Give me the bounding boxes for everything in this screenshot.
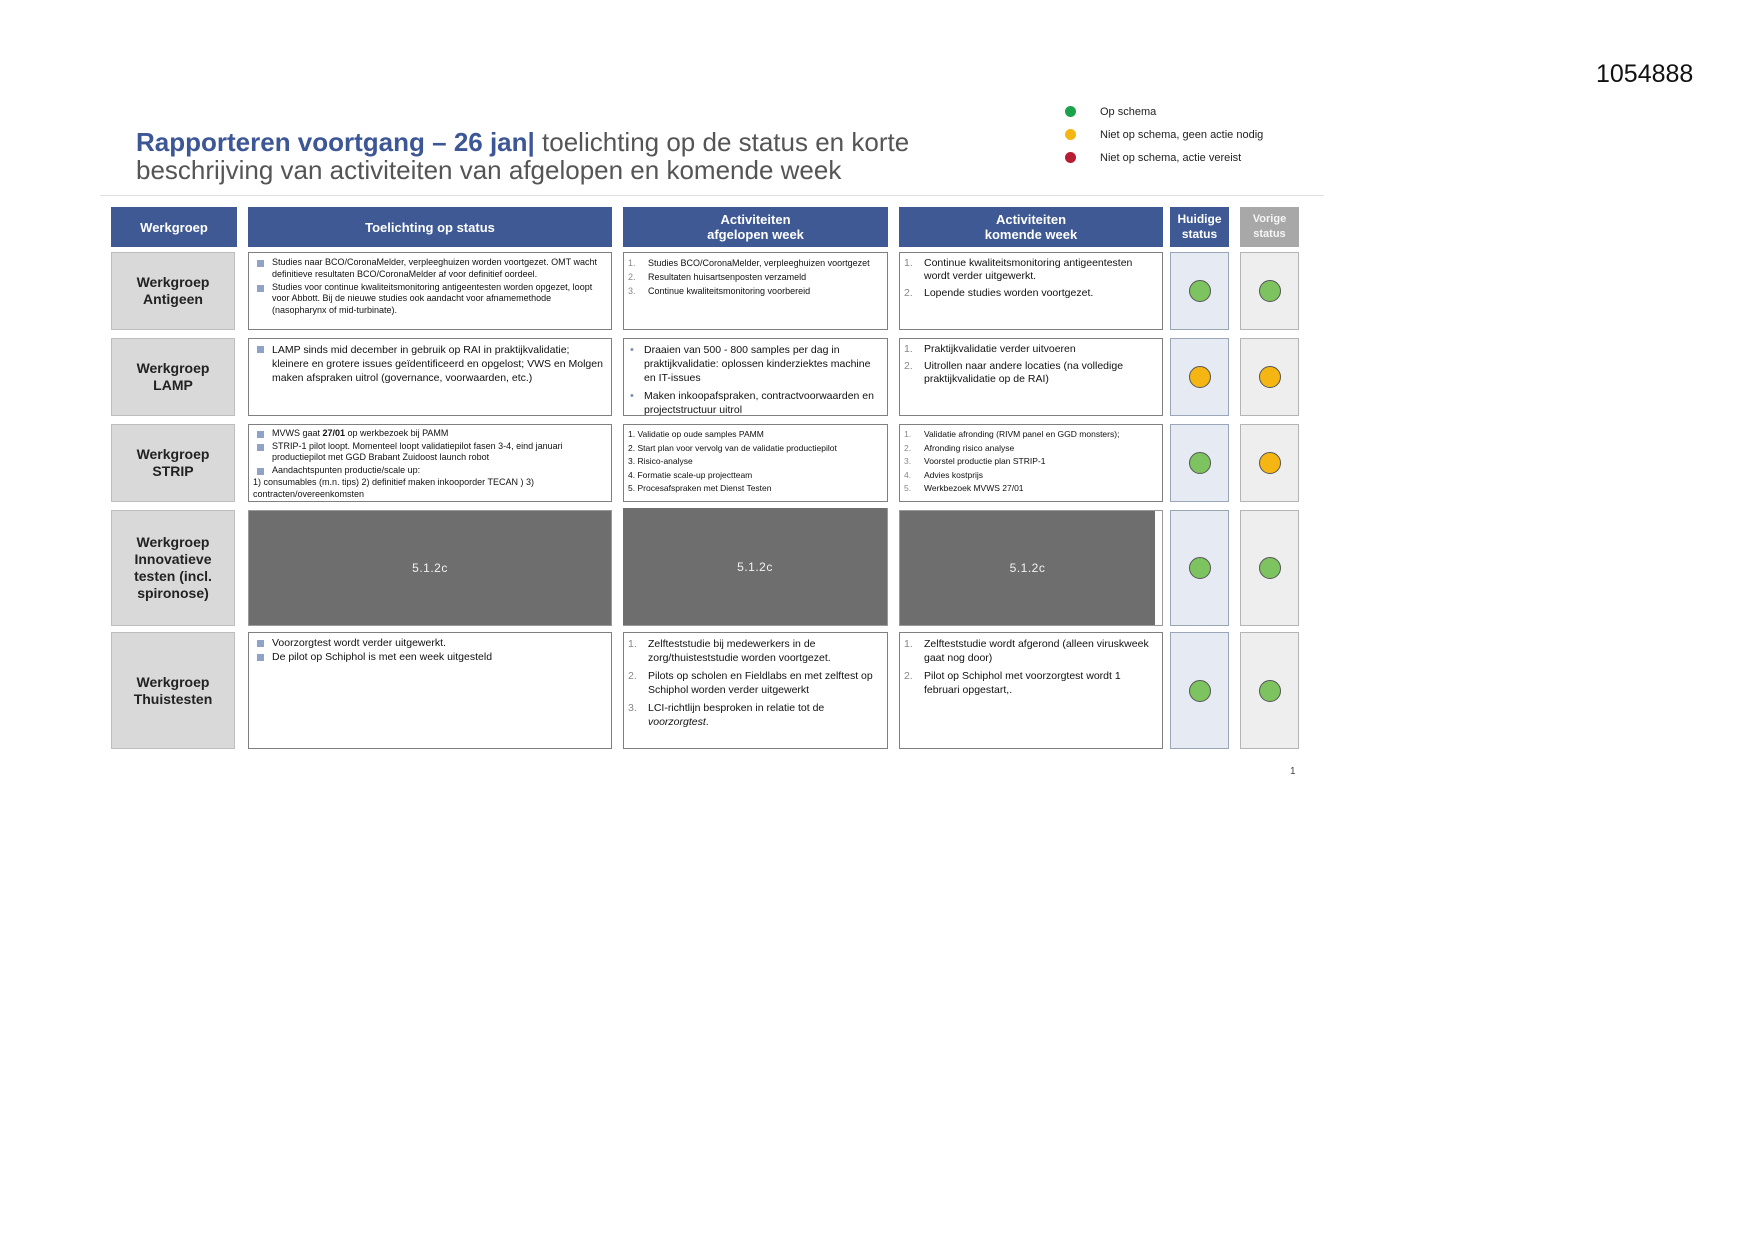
page-number: 1 (1290, 766, 1296, 777)
header-line: Vorige (1252, 213, 1287, 225)
list-item (253, 651, 608, 664)
title-bold: Rapporteren voortgang – 26 jan| (136, 127, 535, 157)
item-text-part: LCI-richtlijn besproken in relatie tot de (648, 702, 825, 714)
item-text-part: . (705, 716, 709, 728)
legend-label: Niet op schema, actie vereist (1100, 151, 1242, 164)
item-number: 2. (628, 442, 636, 453)
huidige-status-thuistesten (1170, 632, 1229, 749)
item-text: Studies voor continue kwaliteitsmonitoring antigeentesten worden opgezet, loopt voor Abbott. Bij de nieuwe studies ook aandacht voor afnamemethode (nasopharynx of mid-turbinate). (272, 281, 593, 316)
redacted-block: 5.1.2c (623, 508, 887, 625)
orange-dot-icon (1065, 129, 1076, 140)
header-activiteiten-afgelopen (623, 207, 888, 247)
legend-item-action-required (1065, 146, 1263, 169)
redacted-block: 5.1.2c (249, 511, 611, 625)
item-number: 2. (904, 442, 912, 453)
header-vorige-status (1240, 207, 1299, 247)
item-text: Voorstel productie plan STRIP-1 (924, 456, 1046, 466)
list-item (253, 637, 608, 650)
huidige-status-lamp (1170, 338, 1229, 416)
list-item (628, 469, 884, 482)
item-text: Studies naar BCO/CoronaMelder, verpleeghuizen worden voortgezet. OMT wacht definitieve resultaten BCO/CoronaMelder af voor definitief oordeel. (272, 257, 598, 279)
komende-strip (899, 424, 1163, 502)
vorige-status-thuistesten (1240, 632, 1299, 749)
komende-thuistesten (899, 632, 1163, 749)
status-dot-icon (1189, 280, 1211, 302)
header-activiteiten-komende (899, 207, 1163, 247)
toelichting-thuistesten (248, 632, 612, 749)
list-item (904, 257, 1159, 283)
werkgroep-antigeen (111, 252, 235, 330)
item-text-part: MVWS gaat (272, 428, 323, 438)
list-item (628, 701, 884, 729)
status-dot-icon (1259, 557, 1281, 579)
item-text: Start plan voor vervolg van de validatie productiepilot (637, 442, 837, 453)
afgelopen-thuistesten (623, 632, 888, 749)
item-text: STRIP-1 pilot loopt. Momenteel loopt validatiepilot fasen 3-4, eind januari productiepilot met GGD Brabant Zuidoost launch robot (272, 440, 563, 463)
redacted-block: 5.1.2c (900, 511, 1155, 625)
list-item (628, 389, 884, 416)
status-dot-icon (1189, 680, 1211, 702)
status-dot-icon (1259, 452, 1281, 474)
item-text-italic: voorzorgtest (648, 716, 706, 728)
item-number: 3. (904, 456, 912, 466)
status-dot-icon (1259, 366, 1281, 388)
item-number: 1. (904, 429, 912, 439)
werkgroep-name-line: Antigeen (143, 291, 203, 307)
list-item (628, 482, 884, 495)
item-number: 5. (628, 483, 636, 493)
header-label: Toelichting op status (365, 219, 495, 235)
list-item (904, 637, 1159, 665)
list-item (628, 455, 884, 468)
red-dot-icon (1065, 152, 1076, 163)
komende-lamp (899, 338, 1163, 416)
square-bullet-icon (257, 260, 264, 267)
item-text (272, 428, 448, 440)
header-line: status (1181, 227, 1218, 241)
item-number: 3. (628, 286, 636, 296)
afgelopen-lamp (623, 338, 888, 416)
list-item (904, 669, 1159, 697)
toelichting-strip (248, 424, 612, 502)
list-item (628, 343, 884, 385)
square-bullet-icon (257, 444, 264, 451)
toelichting-antigeen (248, 252, 612, 330)
list-item (253, 465, 608, 477)
werkgroep-name-line: Werkgroep (136, 360, 210, 376)
item-text: Praktijkvalidatie verder uitvoeren (924, 343, 1076, 355)
list-item (628, 442, 884, 455)
header-line: Activiteiten (720, 212, 791, 227)
item-text: Voorzorgtest wordt verder uitgewerkt. (272, 637, 446, 649)
item-number: 4. (904, 469, 912, 480)
item-text: Formatie scale-up projectteam (637, 469, 753, 480)
item-text: Studies BCO/CoronaMelder, verpleeghuizen voortgezet (648, 258, 870, 268)
status-legend (1065, 100, 1263, 169)
status-dot-icon (1189, 452, 1211, 474)
list-item (904, 287, 1159, 300)
square-bullet-icon (257, 431, 264, 438)
green-dot-icon (1065, 106, 1076, 117)
list-item (628, 637, 884, 665)
item-text: Validatie afronding (RIVM panel en GGD monsters); (924, 429, 1120, 439)
item-text: Advies kostprijs (924, 469, 984, 480)
header-label (1253, 212, 1286, 242)
werkgroep-name-line: testen (incl. (134, 568, 212, 584)
item-text: Afronding risico analyse (924, 442, 1015, 453)
list-item (904, 343, 1159, 356)
item-text: Maken inkoopafspraken, contractvoorwaarden en projectstructuur uitrol (644, 390, 874, 416)
square-bullet-icon (257, 346, 264, 353)
square-bullet-icon (257, 654, 264, 661)
list-item (628, 271, 884, 284)
werkgroep-name-line: Thuistesten (133, 690, 213, 707)
item-text: Pilot op Schiphol met voorzorgtest wordt 1 februari opgestart,. (924, 670, 1121, 696)
dot-bullet-icon: • (630, 390, 634, 402)
document-number: 1054888 (1596, 60, 1694, 88)
square-bullet-icon (257, 285, 264, 292)
header-werkgroep (111, 207, 237, 247)
item-text: Continue kwaliteitsmonitoring antigeentesten wordt verder uitgewerkt. (924, 257, 1133, 282)
huidige-status-antigeen (1170, 252, 1229, 330)
werkgroep-name-line: STRIP (152, 463, 194, 479)
item-number: 4. (628, 469, 636, 480)
dot-bullet-icon: • (630, 344, 634, 356)
item-text: Uitrollen naar andere locaties (na volledige praktijkvalidatie op de RAI) (924, 360, 1124, 385)
list-item (904, 469, 1159, 482)
header-label (985, 212, 1078, 242)
item-text: Zelfteststudie wordt afgerond (alleen viruskweek gaat nog door) (924, 638, 1149, 664)
status-dot-icon (1189, 557, 1211, 579)
header-label (707, 212, 804, 242)
item-number: 3. (628, 456, 636, 466)
werkgroep-name-line: spironose) (137, 585, 209, 601)
list-item (904, 428, 1159, 441)
item-text: Lopende studies worden voortgezet. (924, 287, 1094, 299)
item-text: De pilot op Schiphol is met een week uitgesteld (272, 651, 493, 663)
item-text: Continue kwaliteitsmonitoring voorbereid (648, 286, 811, 296)
toelichting-lamp (248, 338, 612, 416)
list-item (628, 257, 884, 270)
list-item (253, 343, 608, 385)
item-text: 1) consumables (m.n. tips) 2) definitief maken inkooporder TECAN ) 3) contracten/overeenkomsten (253, 477, 534, 499)
list-item (253, 282, 608, 317)
legend-label: Op schema (1100, 105, 1157, 118)
vorige-status-lamp (1240, 338, 1299, 416)
list-item (628, 428, 884, 441)
item-text: LAMP sinds mid december in gebruik op RAI in praktijkvalidatie; kleinere en grotere issues geïdentificeerd en opgelost; VWS en Molgen maken afspraken uitrol (governance, voorwaarden, etc.) (272, 344, 603, 384)
vorige-status-strip (1240, 424, 1299, 502)
afgelopen-antigeen (623, 252, 888, 330)
vorige-status-innovatief (1240, 510, 1299, 626)
item-text: Resultaten huisartsenposten verzameld (648, 272, 807, 282)
item-number: 3. (628, 702, 637, 714)
werkgroep-name-line: Werkgroep (136, 673, 210, 690)
status-dot-icon (1259, 280, 1281, 302)
square-bullet-icon (257, 468, 264, 475)
item-number: 1. (904, 343, 913, 355)
list-item (628, 669, 884, 697)
item-number: 2. (628, 670, 637, 682)
werkgroep-strip (111, 424, 235, 502)
legend-label: Niet op schema, geen actie nodig (1100, 128, 1264, 141)
legend-item-no-action (1065, 123, 1263, 146)
werkgroep-name-line: Innovatieve (134, 551, 212, 567)
header-line: afgelopen week (707, 227, 804, 242)
werkgroep-name-line: LAMP (153, 377, 193, 393)
werkgroep-name-line: Werkgroep (136, 446, 210, 462)
huidige-status-innovatief (1170, 510, 1229, 626)
item-text (648, 701, 884, 729)
item-number: 2. (904, 670, 913, 682)
werkgroep-innovatieve-testen (111, 510, 235, 626)
list-item (253, 428, 608, 440)
list-item (628, 285, 884, 298)
page-title (136, 128, 1036, 184)
header-toelichting (248, 207, 612, 247)
title-rest: toelichting op de status en korte beschrijving van activiteiten van afgelopen en komende week (136, 127, 910, 185)
list-item (904, 442, 1159, 455)
item-text: Aandachtspunten productie/scale up: (272, 464, 421, 475)
list-item (253, 257, 608, 281)
werkgroep-name-line: Werkgroep (136, 274, 210, 290)
title-divider (100, 195, 1324, 196)
huidige-status-strip (1170, 424, 1229, 502)
header-label (1178, 212, 1222, 242)
item-text-part: op werkbezoek bij PAMM (345, 428, 449, 438)
item-text: Risico-analyse (637, 456, 693, 466)
item-number: 1. (628, 429, 636, 439)
afgelopen-strip (623, 424, 888, 502)
list-item (904, 360, 1159, 386)
item-number: 1. (904, 257, 913, 269)
status-dot-icon (1259, 680, 1281, 702)
item-number: 1. (628, 638, 637, 650)
header-line: Activiteiten (995, 212, 1067, 227)
status-dot-icon (1189, 366, 1211, 388)
vorige-status-antigeen (1240, 252, 1299, 330)
item-number: 2. (904, 360, 913, 372)
list-item (253, 441, 608, 464)
werkgroep-name-line: Werkgroep (136, 534, 210, 550)
item-text-bold: 27/01 (322, 428, 346, 438)
komende-antigeen (899, 252, 1163, 330)
square-bullet-icon (257, 640, 264, 647)
item-number: 1. (628, 258, 636, 268)
item-text: Zelfteststudie bij medewerkers in de zorg/thuisteststudie worden voortgezet. (648, 638, 831, 664)
header-line: Huidige (1177, 212, 1222, 226)
list-item (904, 455, 1159, 468)
item-number: 1. (904, 638, 913, 650)
item-number: 5. (904, 483, 912, 493)
item-text: Pilots op scholen en Fieldlabs en met zelftest op Schiphol worden verder uitgewerkt (648, 670, 873, 696)
werkgroep-thuistesten (111, 632, 235, 749)
item-text: Validatie op oude samples PAMM (637, 429, 764, 439)
item-text: Werkbezoek MVWS 27/01 (924, 483, 1024, 493)
header-label: Werkgroep (140, 219, 208, 235)
header-line: komende week (984, 227, 1078, 242)
legend-item-on-schedule (1065, 100, 1263, 123)
item-text: Procesafspraken met Dienst Testen (637, 483, 772, 493)
header-line: status (1253, 228, 1286, 240)
item-number: 2. (904, 287, 913, 299)
list-item (904, 482, 1159, 495)
werkgroep-lamp (111, 338, 235, 416)
header-huidige-status (1170, 207, 1229, 247)
item-text: Draaien van 500 - 800 samples per dag in praktijkvalidatie: oplossen kinderziektes machine en IT-issues (644, 344, 871, 384)
item-number: 2. (628, 272, 636, 282)
